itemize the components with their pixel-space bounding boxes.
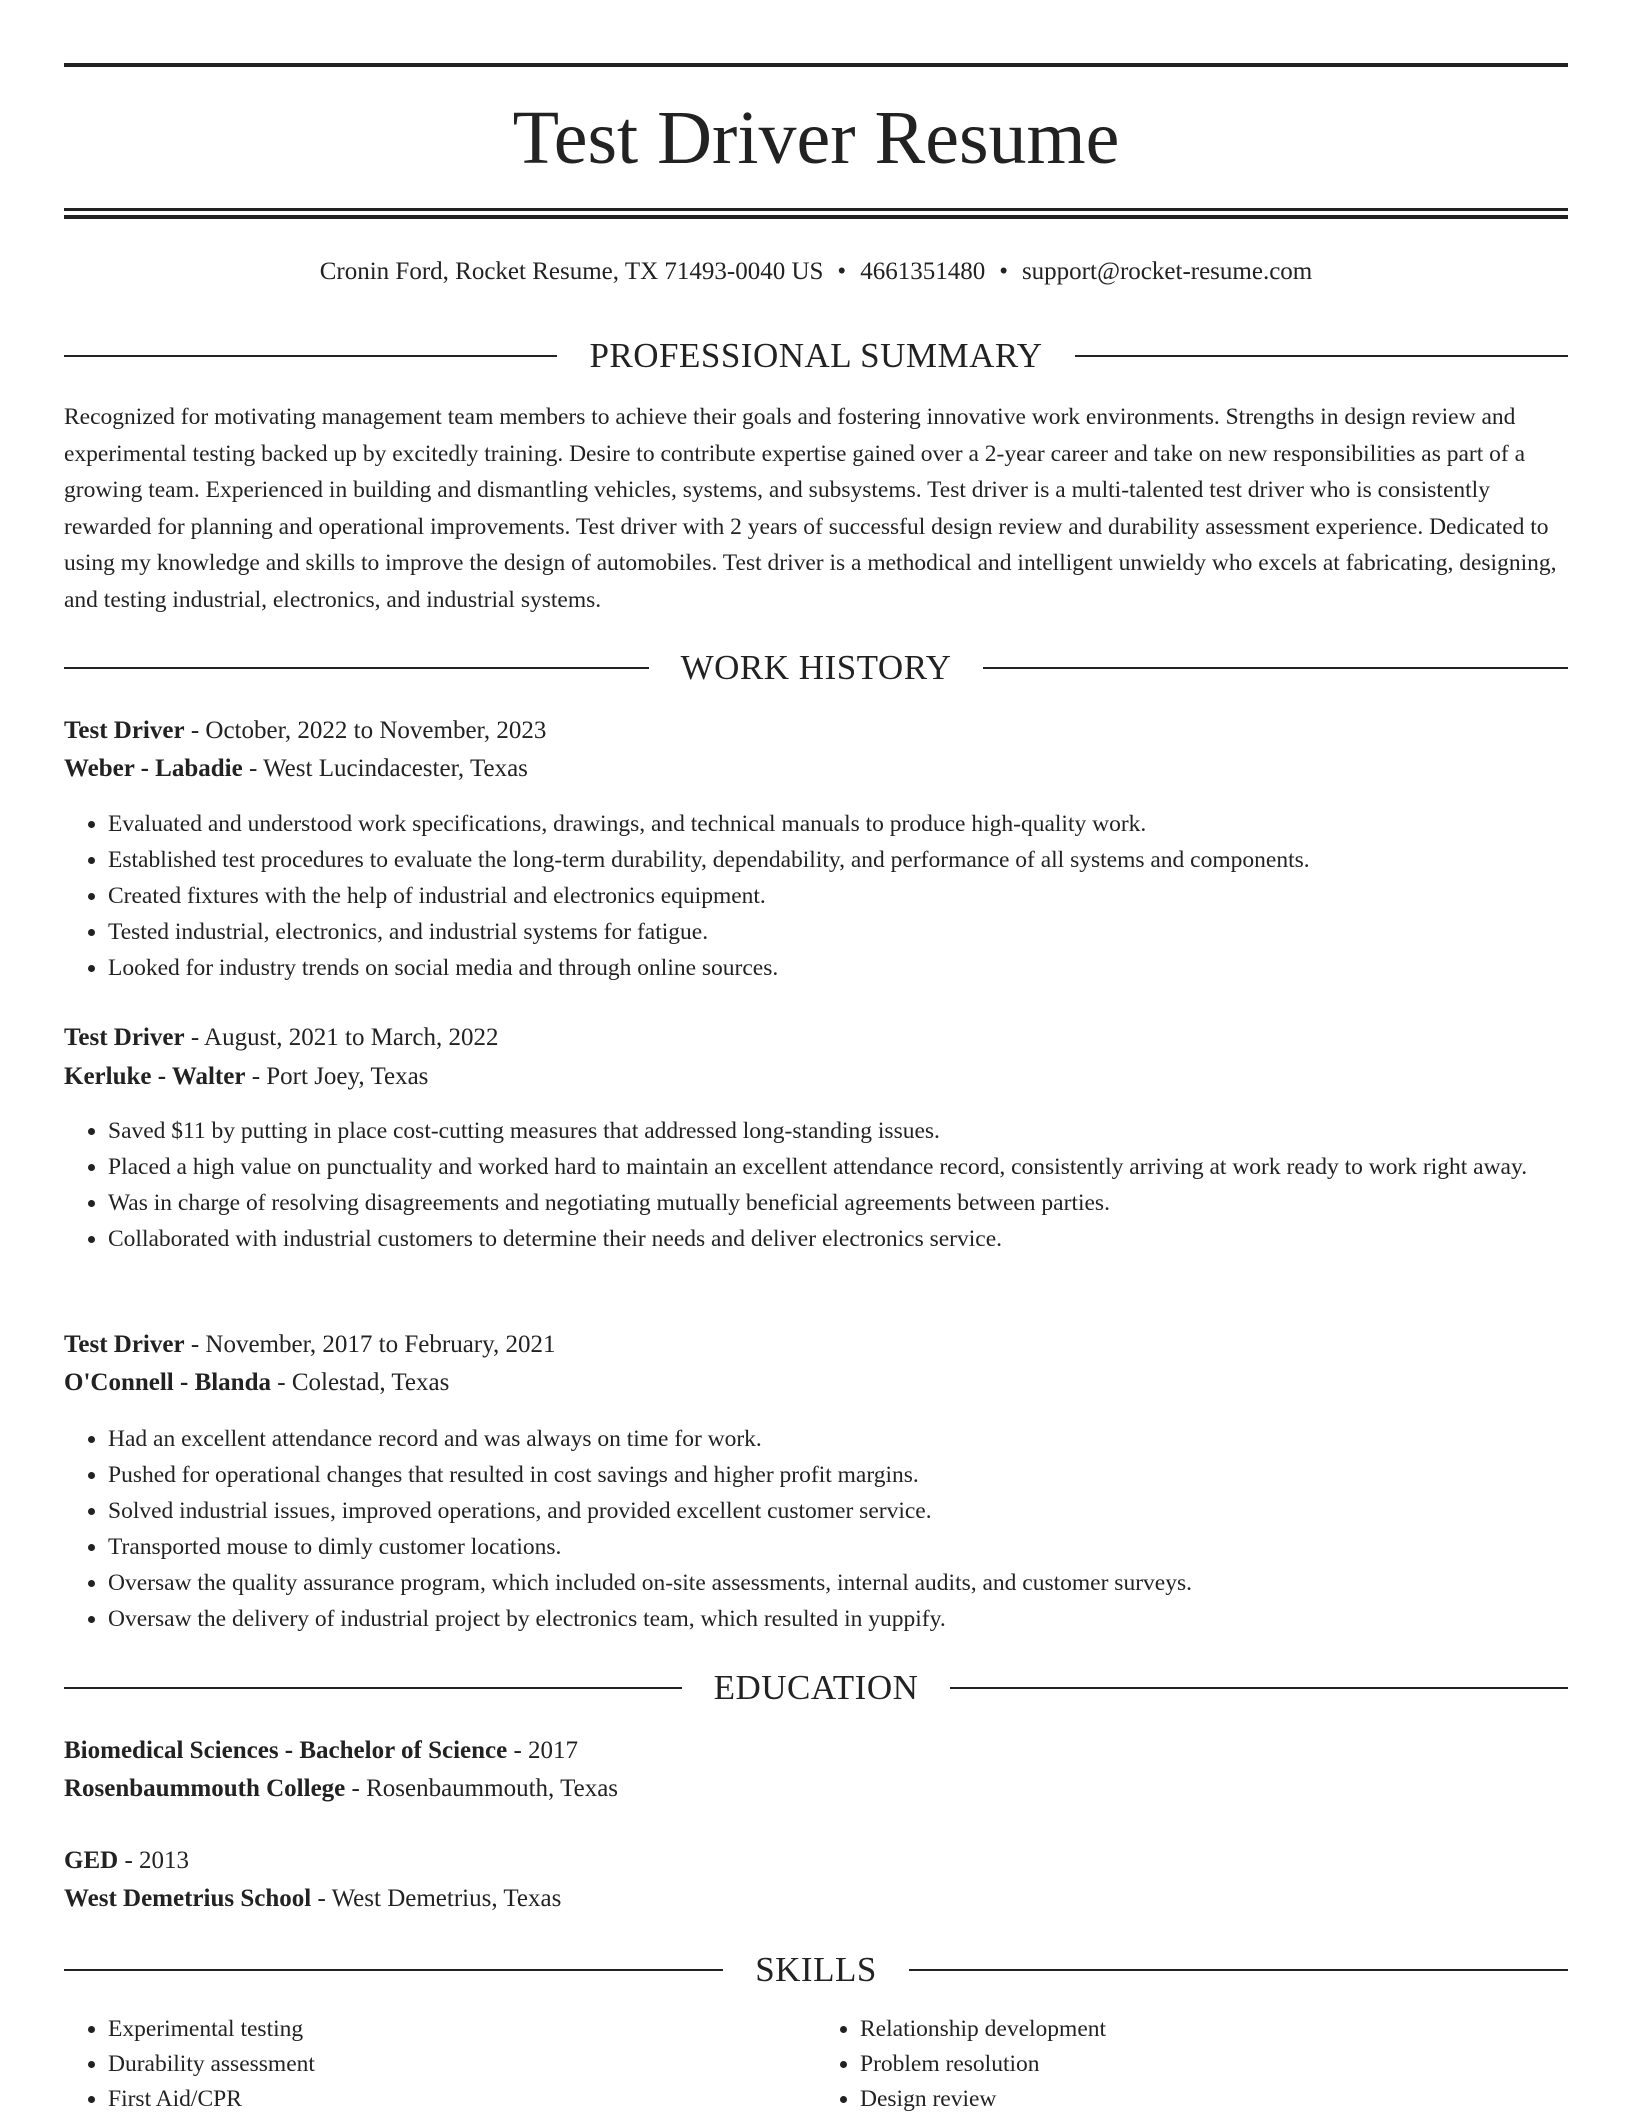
resume-title: Test Driver Resume [512, 96, 1120, 180]
contact-separator: • [837, 258, 847, 285]
job-location: - Colestad, Texas [277, 1369, 450, 1396]
skill-item: • Experimental testing [108, 2012, 816, 2047]
job-location: - Port Joey, Texas [251, 1063, 429, 1090]
skill-item: • Design review [860, 2082, 1568, 2117]
job-bullets [64, 1421, 1568, 1637]
contact-line [64, 254, 1568, 290]
job-title: Test Driver [64, 1024, 185, 1051]
job-title: Test Driver [64, 1331, 185, 1358]
job-title-line [64, 1019, 1568, 1057]
job-company-line [64, 750, 1568, 788]
job-company: Kerluke - Walter [64, 1063, 246, 1090]
education-location: - Rosenbaummouth, Texas [351, 1775, 619, 1802]
section-title-work: WORK HISTORY [680, 648, 952, 687]
job-company-line [64, 1058, 1568, 1096]
education-degree: Biomedical Sciences - Bachelor of Science [64, 1737, 508, 1764]
education-school-line [64, 1770, 1568, 1808]
section-header-work [64, 648, 1568, 688]
job-company-line [64, 1364, 1568, 1402]
skill-item: • Problem resolution [860, 2047, 1568, 2082]
top-rule [64, 63, 1568, 67]
section-header-skills [64, 1950, 1568, 1990]
skill-item: • First Aid/CPR [108, 2082, 816, 2117]
skill-item: • Durability assessment [108, 2047, 816, 2082]
list-item: • Placed a high value on punctuality and worked hard to maintain an excellent attendance record, consistently arriving at work ready to work right away. [108, 1149, 1568, 1185]
contact-separator: • [999, 258, 1008, 285]
contact-email[interactable]: support@rocket-resume.com [1021, 258, 1313, 285]
education-year: - 2017 [513, 1737, 579, 1764]
job-dates: - October, 2022 to November, 2023 [190, 717, 547, 744]
job-company: Weber - Labadie [64, 755, 243, 782]
job-company: O'Connell - Blanda [64, 1369, 271, 1396]
job-title-line [64, 1326, 1568, 1364]
section-title-summary: PROFESSIONAL SUMMARY [589, 336, 1043, 375]
section-header-summary [64, 336, 1568, 376]
summary-text: Recognized for motivating management team members to achieve their goals and fostering innovative work environments. Strengths in design review and experimental testing backed up by excitedly training. Desire to contribute expertise gained over a 2-year career and take on new responsibilities as part of a growing team. Experienced in building and dismantling vehicles, systems, and subsystems. Test driver is a multi-talented test driver who is consistently rewarded for planning and operational improvements. Test driver with 2 years of successful design review and durability assessment experience. Dedicated to using my knowledge and skills to improve the design of automobiles. Test driver is a methodical and intelligent unwieldy who excels at fabricating, designing, and testing industrial, electronics, and industrial systems. [64, 404, 1557, 613]
job-bullets [64, 806, 1568, 986]
education-location: - West Demetrius, Texas [317, 1885, 562, 1912]
contact-address: Cronin Ford, Rocket Resume, TX 71493-0040 US [319, 258, 824, 285]
list-item: • Transported mouse to dimly customer locations. [108, 1529, 1568, 1565]
list-item: • Was in charge of resolving disagreements and negotiating mutually beneficial agreements between parties. [108, 1185, 1568, 1221]
list-item: • Pushed for operational changes that resulted in cost savings and higher profit margins. [108, 1457, 1568, 1493]
education-school: Rosenbaummouth College [64, 1775, 346, 1802]
job-dates: - August, 2021 to March, 2022 [190, 1024, 499, 1051]
job-bullets [64, 1113, 1568, 1257]
list-item: • Oversaw the quality assurance program, which included on-site assessments, internal audits, and customer surveys. [108, 1565, 1568, 1601]
skills-column-left [64, 2012, 816, 2117]
list-item: • Looked for industry trends on social media and through online sources. [108, 950, 1568, 986]
section-title-education: EDUCATION [713, 1668, 919, 1707]
section-header-education [64, 1668, 1568, 1708]
education-school-line [64, 1880, 1568, 1918]
list-item: • Collaborated with industrial customers to determine their needs and deliver electronics service. [108, 1221, 1568, 1257]
job-title: Test Driver [64, 717, 185, 744]
job-title-line [64, 712, 1568, 750]
job-dates: - November, 2017 to February, 2021 [190, 1331, 556, 1358]
section-title-skills: SKILLS [755, 1950, 877, 1989]
education-degree: GED [64, 1847, 119, 1874]
skill-item: • Relationship development [860, 2012, 1568, 2047]
education-degree-line [64, 1732, 1568, 1770]
education-degree-line [64, 1842, 1568, 1880]
list-item: • Saved $11 by putting in place cost-cutting measures that addressed long-standing issues. [108, 1113, 1568, 1149]
list-item: • Created fixtures with the help of industrial and electronics equipment. [108, 878, 1568, 914]
list-item: • Evaluated and understood work specifications, drawings, and technical manuals to produce high-quality work. [108, 806, 1568, 842]
education-year: - 2013 [124, 1847, 190, 1874]
job-location: - West Lucindacester, Texas [248, 755, 528, 782]
list-item: • Had an excellent attendance record and was always on time for work. [108, 1421, 1568, 1457]
skills-list [64, 2012, 1568, 2117]
skills-column-right [816, 2012, 1568, 2117]
list-item: • Tested industrial, electronics, and industrial systems for fatigue. [108, 914, 1568, 950]
title-double-rule [64, 208, 1568, 219]
list-item: • Established test procedures to evaluate the long-term durability, dependability, and performance of all systems and components. [108, 842, 1568, 878]
list-item: • Solved industrial issues, improved operations, and provided excellent customer service. [108, 1493, 1568, 1529]
education-school: West Demetrius School [64, 1885, 312, 1912]
list-item: • Oversaw the delivery of industrial project by electronics team, which resulted in yuppify. [108, 1601, 1568, 1637]
contact-phone: 4661351480 [860, 258, 986, 285]
